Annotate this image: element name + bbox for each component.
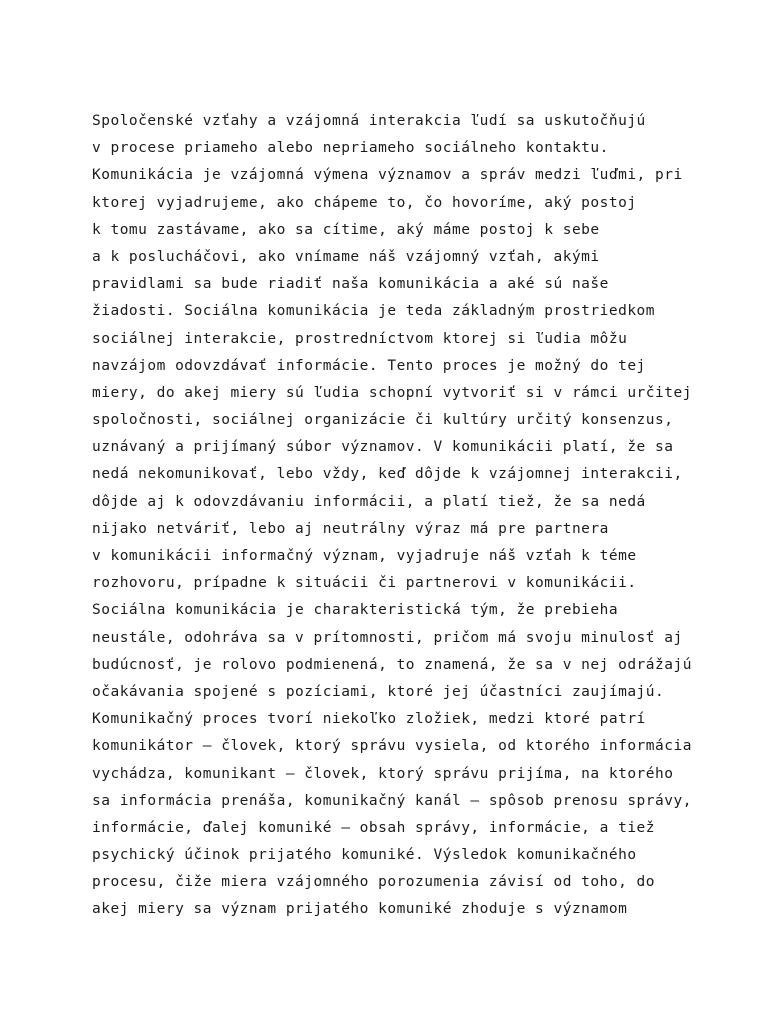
text-line: nijako netváriť, lebo aj neutrálny výraz má pre partnera: [92, 520, 609, 537]
text-line: nedá nekomunikovať, lebo vždy, keď dôjde k vzájomnej interakcii,: [92, 466, 683, 483]
text-line: sociálnej interakcie, prostredníctvom ktorej si ľudia môžu: [92, 330, 628, 347]
text-line: vychádza, komunikant – človek, ktorý správu prijíma, na ktorého: [92, 765, 674, 782]
text-line: komunikátor – človek, ktorý správu vysiela, od ktorého informácia: [92, 738, 692, 755]
text-line: v procese priameho alebo nepriameho sociálneho kontaktu.: [92, 140, 609, 157]
text-line: očakávania spojené s pozíciami, ktoré jej účastníci zaujímajú.: [92, 683, 665, 700]
text-line: žiadosti. Sociálna komunikácia je teda základným prostriedkom: [92, 303, 656, 320]
text-line: dôjde aj k odovzdávaniu informácii, a platí tiež, že sa nedá: [92, 493, 646, 510]
text-line: budúcnosť, je rolovo podmienená, to znamená, že sa v nej odrážajú: [92, 656, 692, 673]
text-line: rozhovoru, prípadne k situácii či partnerovi v komunikácii.: [92, 575, 637, 592]
text-line: navzájom odovzdávať informácie. Tento proces je možný do tej: [92, 357, 646, 374]
text-line: psychický účinok prijatého komuniké. Výsledok komunikačného: [92, 847, 637, 864]
text-line: informácie, ďalej komuniké – obsah správy, informácie, a tiež: [92, 819, 656, 836]
text-line: a k poslucháčovi, ako vnímame náš vzájomný vzťah, akými: [92, 248, 600, 265]
text-line: akej miery sa význam prijatého komuniké zhoduje s významom: [92, 901, 628, 918]
text-line: procesu, čiže miera vzájomného porozumenia závisí od toho, do: [92, 874, 656, 891]
text-line: sa informácia prenáša, komunikačný kanál – spôsob prenosu správy,: [92, 792, 692, 809]
text-line: neustále, odohráva sa v prítomnosti, pričom má svoju minulosť aj: [92, 629, 683, 646]
text-line: ktorej vyjadrujeme, ako chápeme to, čo hovoríme, aký postoj: [92, 194, 637, 211]
text-line: Komunikačný proces tvorí niekoľko zložiek, medzi ktoré patrí: [92, 711, 646, 728]
text-line: Spoločenské vzťahy a vzájomná interakcia ľudí sa uskutočňujú: [92, 113, 646, 129]
text-line: Sociálna komunikácia je charakteristická tým, že prebieha: [92, 602, 619, 619]
text-line: pravidlami sa bude riadiť naša komunikácia a aké sú naše: [92, 276, 609, 293]
text-line: v komunikácii informačný význam, vyjadruje náš vzťah k téme: [92, 548, 637, 564]
text-line: spoločnosti, sociálnej organizácie či kultúry určitý konsenzus,: [92, 412, 674, 429]
body-text: [92, 108, 732, 924]
text-line: miery, do akej miery sú ľudia schopní vytvoriť si v rámci určitej: [92, 384, 692, 401]
text-line: k tomu zastávame, ako sa cítime, aký máme postoj k sebe: [92, 221, 600, 238]
text-line: uznávaný a prijímaný súbor významov. V komunikácii platí, že sa: [92, 439, 674, 456]
text-line: Komunikácia je vzájomná výmena významov a správ medzi ľuďmi, pri: [92, 167, 683, 184]
